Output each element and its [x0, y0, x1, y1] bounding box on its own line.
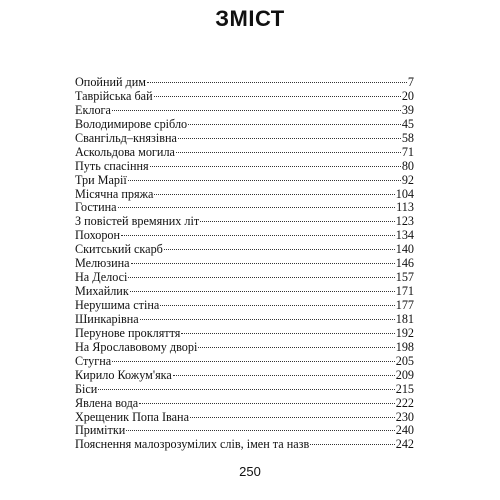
toc-entry-title: На Делосі: [75, 270, 128, 285]
toc-entry: [75, 104, 414, 118]
toc-entry-page: 20: [401, 88, 414, 103]
toc-entry-title: Таврійська бaй: [75, 88, 153, 103]
page-title: ЗМІСТ: [215, 6, 285, 31]
dot-leader: [178, 137, 401, 139]
dot-leader: [147, 81, 407, 83]
toc-entry-page: 123: [395, 214, 414, 229]
toc-entry: [75, 341, 414, 355]
dot-leader: [164, 248, 395, 250]
toc-entry-page: 146: [395, 256, 414, 271]
toc-entry: [75, 424, 414, 438]
toc-entry-title: Місячна пряжа: [75, 186, 154, 201]
toc-entry-page: 171: [395, 284, 414, 299]
dot-leader: [173, 374, 395, 376]
toc-entry: [75, 160, 414, 174]
toc-entry-title: Аскольдова могила: [75, 144, 175, 159]
toc-entry: [75, 327, 414, 341]
toc-entry-page: 113: [396, 200, 414, 215]
toc-entry-title: Скитський скарб: [75, 242, 163, 257]
toc-entry-title: Гостина: [75, 200, 117, 215]
toc-entry: [75, 313, 414, 327]
toc-entry-title: На Ярославовому дворі: [75, 339, 198, 354]
toc-entry: [75, 174, 414, 188]
dot-leader: [181, 332, 394, 334]
toc-entry-title: Володимирове срібло: [75, 116, 188, 131]
toc-entry-page: 104: [395, 186, 414, 201]
toc-entry-page: 7: [407, 75, 414, 89]
toc-entry-page: 198: [395, 339, 414, 354]
toc-entry: [75, 397, 414, 411]
toc-entry-title: Путь спасіння: [75, 158, 149, 173]
toc-entry-title: Перунове прокляття: [75, 325, 181, 340]
toc-entry: [75, 369, 414, 383]
dot-leader: [121, 234, 395, 236]
toc-entry-page: 205: [395, 353, 414, 368]
toc-entry-page: 80: [401, 158, 414, 173]
toc-entry-title: Біси: [75, 381, 98, 396]
toc-entry-page: 240: [395, 423, 414, 438]
toc-entry-title: Явлена вода: [75, 395, 139, 410]
toc-entry: [75, 146, 414, 160]
toc-entry: [75, 355, 414, 369]
toc-entry-page: 58: [401, 130, 414, 145]
toc-entry-page: 134: [395, 228, 414, 243]
toc-entry-title: Опойний дим: [75, 75, 146, 89]
toc-entry: [75, 299, 414, 313]
table-of-contents: [75, 76, 414, 452]
toc-entry-title: Кирило Кожум'яка: [75, 367, 172, 382]
toc-entry-title: Похорон: [75, 228, 121, 243]
toc-entry: [75, 132, 414, 146]
dot-leader: [139, 402, 395, 404]
dot-leader: [154, 95, 401, 97]
toc-entry-title: Примітки: [75, 423, 126, 438]
dot-leader: [140, 318, 395, 320]
dot-leader: [128, 276, 394, 278]
toc-entry-page: 242: [395, 437, 414, 452]
toc-entry: [75, 76, 414, 90]
toc-entry-title: Свангільд–князівна: [75, 130, 177, 145]
toc-entry-title: Три Марії: [75, 172, 127, 187]
dot-leader: [150, 165, 401, 167]
toc-entry: [75, 285, 414, 299]
dot-leader: [126, 429, 394, 431]
toc-entry-title: З повістей времяних літ: [75, 214, 200, 229]
toc-entry-title: Пояснення малозрозумілих слів, імен та назв: [75, 437, 310, 452]
dot-leader: [188, 123, 401, 125]
dot-leader: [98, 388, 394, 390]
dot-leader: [198, 346, 394, 348]
toc-entry-page: 222: [395, 395, 414, 410]
toc-entry-title: Еклога: [75, 102, 111, 117]
toc-entry: [75, 118, 414, 132]
dot-leader: [118, 206, 396, 208]
toc-entry-page: 181: [395, 311, 414, 326]
dot-leader: [154, 193, 394, 195]
dot-leader: [128, 179, 401, 181]
toc-entry-title: Михайлик: [75, 284, 129, 299]
dot-leader: [310, 443, 395, 445]
toc-entry: [75, 229, 414, 243]
toc-entry: [75, 438, 414, 452]
dot-leader: [190, 416, 395, 418]
toc-entry-page: 209: [395, 367, 414, 382]
toc-entry-page: 140: [395, 242, 414, 257]
toc-entry: [75, 201, 414, 215]
toc-entry: [75, 383, 414, 397]
page-number: 250: [239, 464, 261, 479]
dot-leader: [131, 262, 395, 264]
toc-entry-page: 157: [395, 270, 414, 285]
toc-entry: [75, 188, 414, 202]
toc-entry-title: Мелюзина: [75, 256, 130, 271]
toc-entry-title: Шинкарівна: [75, 311, 139, 326]
toc-entry: [75, 90, 414, 104]
toc-entry-title: Нерушима стіна: [75, 298, 160, 312]
toc-entry-page: 177: [395, 298, 414, 312]
dot-leader: [130, 290, 395, 292]
dot-leader: [112, 109, 401, 111]
toc-entry-title: Стугна: [75, 353, 112, 368]
toc-entry-page: 39: [401, 102, 414, 117]
toc-entry: [75, 215, 414, 229]
toc-entry-page: 45: [401, 116, 414, 131]
toc-entry-page: 71: [401, 144, 414, 159]
toc-entry-title: Хрещеник Попа Івана: [75, 409, 189, 424]
toc-entry: [75, 271, 414, 285]
toc-entry-page: 92: [401, 172, 414, 187]
dot-leader: [176, 151, 401, 153]
toc-entry-page: 230: [395, 409, 414, 424]
toc-entry-page: 215: [395, 381, 414, 396]
dot-leader: [200, 220, 395, 222]
dot-leader: [112, 360, 395, 362]
toc-entry-page: 192: [395, 325, 414, 340]
dot-leader: [160, 304, 394, 306]
toc-entry: [75, 257, 414, 271]
toc-entry: [75, 243, 414, 257]
toc-entry: [75, 411, 414, 425]
